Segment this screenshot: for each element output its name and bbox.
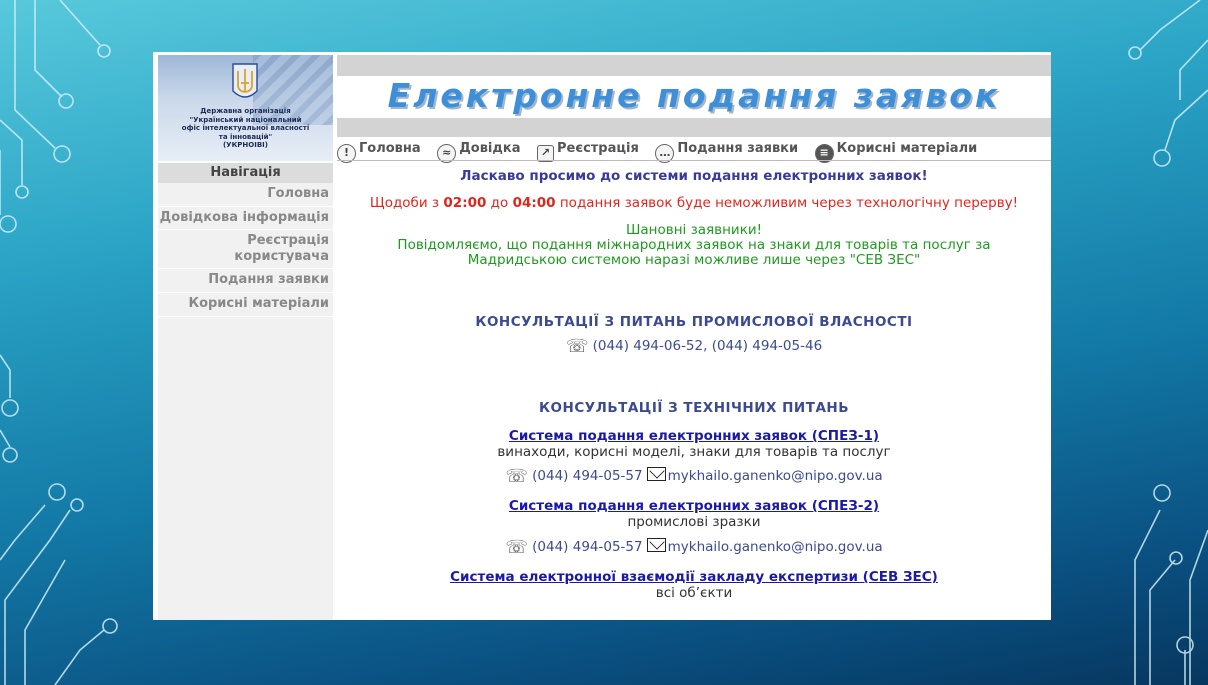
nav-item-registration[interactable]: Реєстрація користувача (158, 230, 333, 269)
banner-top-bar (337, 55, 1051, 76)
menu-divider (337, 160, 1051, 161)
top-menu (337, 138, 1051, 160)
phone-icon: ☏ (505, 466, 528, 487)
spez2-link[interactable]: Система подання електронних заявок (СПЕЗ-2) (508, 498, 880, 514)
logo-line: (УКРНОІВІ) (222, 141, 268, 149)
nav-item-useful-materials[interactable]: Корисні матеріали (158, 293, 333, 317)
maint-text: подання заявок буде неможливим через технологічну перерву! (555, 195, 1019, 211)
phone-icon: ☏ (565, 336, 589, 357)
exclamation-icon: ! (337, 144, 356, 163)
register-icon: ↗ (537, 145, 554, 162)
menu-label: Довідка (459, 141, 521, 156)
nav-item-submit-application[interactable]: Подання заявки (158, 269, 333, 293)
phone-icon: ☏ (505, 537, 528, 558)
email-address[interactable]: mykhailo.ganenko@nipo.gov.ua (667, 468, 883, 484)
nav-item-help[interactable]: Довідкова інформація (158, 207, 333, 230)
menu-label: Корисні матеріали (836, 141, 978, 156)
main-column (337, 52, 1051, 620)
organization-logo[interactable] (158, 55, 333, 161)
chat-icon: … (655, 144, 674, 163)
phone-number: (044) 494-05-57 (532, 539, 643, 555)
spez1-link[interactable]: Система подання електронних заявок (СПЕЗ-1) (508, 428, 880, 444)
nav-title: Навігація (158, 163, 333, 183)
maint-time-from: 02:00 (443, 195, 487, 211)
tech-consult-heading: КОНСУЛЬТАЦІЇ З ТЕХНІЧНИХ ПИТАНЬ (539, 400, 849, 416)
madrid-notice (337, 223, 1051, 268)
browser-page (153, 52, 1051, 620)
spez1-description: винаходи, корисні моделі, знаки для товарів та послуг (497, 444, 891, 460)
welcome-message: Ласкаво просимо до системи подання електронних заявок! (460, 168, 928, 184)
phone-numbers: (044) 494-06-52, (044) 494-05-46 (592, 338, 823, 354)
nav-item-home[interactable]: Головна (158, 183, 333, 207)
logo-caption (158, 107, 333, 150)
ip-consult-heading: КОНСУЛЬТАЦІЇ З ПИТАНЬ ПРОМИСЛОВОЇ ВЛАСНОСТІ (475, 314, 913, 330)
sev-zes-link[interactable]: Система електронної взаємодії закладу експертизи (СЕВ ЗЕС) (450, 569, 938, 585)
phone-number: (044) 494-05-57 (532, 468, 643, 484)
spez2-contacts (337, 537, 1051, 558)
menu-label: Головна (359, 141, 421, 156)
left-column (153, 52, 333, 620)
menu-label: Реєстрація (557, 141, 639, 156)
maint-text: до (486, 195, 513, 211)
maintenance-notice (337, 195, 1051, 211)
banner-title: Електронне подання заявок (387, 76, 1001, 115)
ip-consult-phones (337, 336, 1051, 357)
notice-line: Шановні заявники! (625, 222, 763, 238)
spez1-contacts (337, 466, 1051, 487)
logo-line: та інновацій" (218, 132, 273, 141)
help-book-icon: ≈ (437, 144, 456, 163)
email-address[interactable]: mykhailo.ganenko@nipo.gov.ua (667, 539, 883, 555)
logo-line: "Український національний (189, 115, 302, 124)
navigation-panel (158, 163, 333, 620)
notice-line: Повідомляємо, що подання міжнародних заявок на знаки для товарів та послуг за (397, 237, 991, 253)
envelope-icon (647, 467, 666, 481)
maint-time-to: 04:00 (512, 195, 556, 211)
maint-text: Щодоби з (369, 195, 444, 211)
envelope-icon (647, 538, 666, 552)
sev-zes-description: всі об’єкти (655, 585, 733, 601)
logo-line: офіс інтелектуальної власності (181, 124, 310, 132)
books-icon: ≡ (815, 144, 834, 163)
logo-line: Державна організація (200, 107, 291, 115)
notice-line: Мадридською системою наразі можливе лише через "СЕВ ЗЕС" (467, 252, 921, 268)
menu-label: Подання заявки (677, 141, 799, 156)
menu-registration[interactable] (537, 138, 639, 162)
banner-bottom-bar (337, 118, 1051, 137)
spez2-description: промислові зразки (627, 514, 761, 530)
trident-icon (230, 61, 260, 103)
